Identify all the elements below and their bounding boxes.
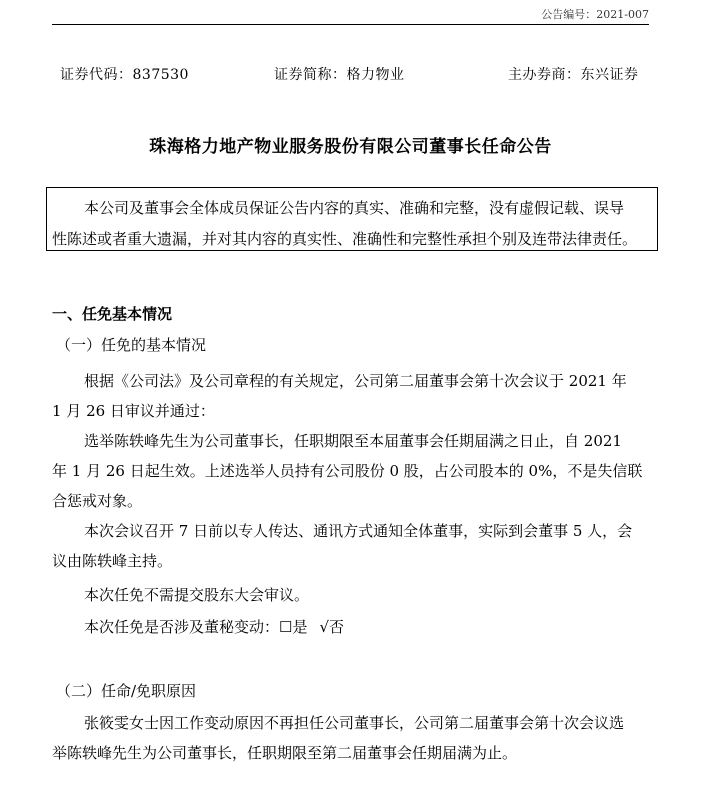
paragraph-text: 选举陈轶峰先生为公司董事长，任职期限至本届董事会任期届满之日止，自 2021 [84, 432, 622, 450]
subsection-1-heading: （一）任免的基本情况 [56, 336, 207, 354]
paragraph-text: 1 月 26 日审议并通过： [52, 402, 215, 420]
security-code: 证券代码：837530 [60, 67, 189, 83]
section-1-heading: 一、任免基本情况 [52, 305, 173, 323]
paragraph-text: 年 1 月 26 日起生效。上述选举人员持有公司股份 0 股，占公司股本的 0%，不是失信联 [52, 462, 643, 480]
paragraph-text: 举陈轶峰先生为公司董事长，任职期限至第二届董事会任期届满为止。 [52, 744, 518, 762]
disclaimer-line-1: 本公司及董事会全体成员保证公告内容的真实、准确和完整，没有虚假记载、误导 [84, 199, 625, 217]
paragraph-text: 本次会议召开 7 日前以专人传达、通讯方式通知全体董事，实际到会董事 5 人，会 [84, 522, 633, 540]
document-title: 珠海格力地产物业服务股份有限公司董事长任命公告 [149, 137, 552, 157]
paragraph-text: 根据《公司法》及公司章程的有关规定，公司第二届董事会第十次会议于 2021 年 [84, 372, 627, 390]
disclaimer-line-2: 性陈述或者重大遗漏，并对其内容的真实性、准确性和完整性承担个别及连带法律责任。 [52, 230, 638, 248]
paragraph-text: 张筱雯女士因工作变动原因不再担任公司董事长，公司第二届董事会第十次会议选 [84, 714, 625, 732]
paragraph-text: 本次任免不需提交股东大会审议。 [84, 586, 310, 604]
header-divider [52, 24, 649, 25]
secretary-change-question [84, 616, 344, 637]
sponsor-broker: 主办券商：东兴证券 [508, 67, 639, 83]
secretary-change-label: 本次任免是否涉及董秘变动： [84, 618, 280, 636]
paragraph-text: 合惩戒对象。 [52, 492, 143, 510]
option-yes-checkbox: ☐是 [279, 618, 308, 636]
paragraph-text: 议由陈轶峰主持。 [52, 552, 173, 570]
option-no-checked: √否 [319, 618, 345, 636]
announcement-number: 公告编号：2021-007 [541, 8, 649, 21]
security-short-name: 证券简称：格力物业 [274, 67, 405, 83]
subsection-2-heading: （二）任命/免职原因 [56, 682, 197, 700]
